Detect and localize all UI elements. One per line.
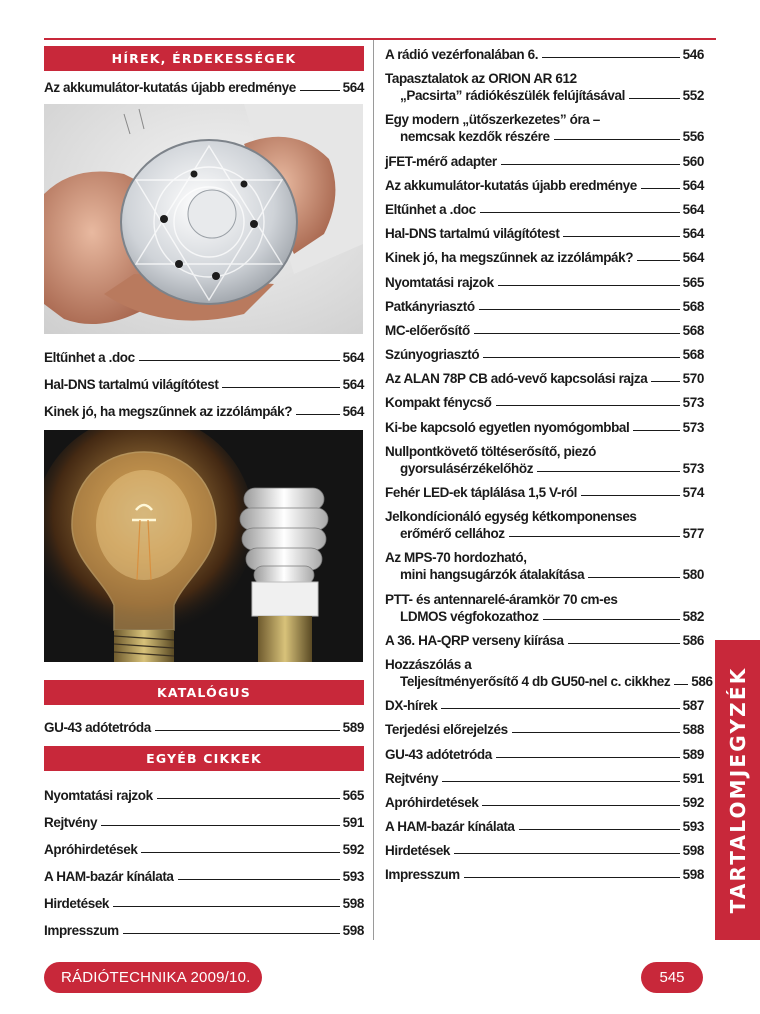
page-number: 568	[682, 322, 704, 338]
toc-entry-title: Hal-DNS tartalmú világítótest	[385, 226, 560, 242]
toc-entry	[385, 721, 704, 738]
toc-entry-title: GU-43 adótetróda	[385, 746, 492, 762]
toc-entry-title: Ki-be kapcsoló egyetlen nyomógombbal	[385, 419, 630, 435]
page-number: 574	[682, 485, 704, 500]
dot-leader	[141, 852, 339, 853]
page-number: 573	[682, 419, 704, 435]
dot-leader	[637, 260, 680, 261]
page-number: 598	[682, 867, 704, 883]
page-number: 592	[682, 794, 704, 810]
dot-leader	[442, 781, 680, 782]
toc-entry-title: Fehér LED-ek táplálása 1,5 V-ról	[385, 485, 578, 500]
page-number: 565	[682, 274, 704, 290]
side-tab-label: TARTALOMJEGYZÉK	[725, 666, 750, 914]
top-rule	[44, 38, 716, 40]
dot-leader	[542, 57, 680, 58]
toc-entry	[385, 866, 704, 883]
toc-entry	[385, 656, 713, 690]
main-contents-list	[385, 46, 713, 883]
toc-entry-title: Hirdetések	[44, 896, 110, 911]
toc-entry-title: Kompakt fénycső	[385, 395, 492, 411]
page-number: 564	[682, 226, 704, 242]
toc-entry	[44, 349, 364, 366]
toc-entry-cont-title: nemcsak kezdők részére	[400, 129, 550, 145]
dot-leader	[498, 285, 680, 286]
page-number: 586	[682, 632, 704, 648]
toc-entry	[385, 549, 704, 583]
egyeb-list	[44, 787, 364, 939]
toc-entry-title: Az ALAN 78P CB adó-vevő kapcsolási rajza	[385, 371, 648, 387]
page-number: 573	[682, 460, 704, 476]
page-number: 560	[682, 153, 704, 169]
dot-leader	[543, 619, 680, 620]
toc-entry	[385, 818, 704, 835]
bulbs-photo	[44, 430, 363, 662]
page-number: 586	[691, 673, 713, 689]
toc-entry-title: Nullpontkövető töltéserősítő, piezó	[385, 443, 597, 459]
dot-leader	[222, 387, 339, 388]
section-heading-hirek: HÍREK, ÉRDEKESSÉGEK	[44, 46, 364, 71]
page-number: 573	[682, 395, 704, 411]
page-number: 593	[682, 819, 704, 835]
toc-entry-title: Hirdetések	[385, 843, 451, 859]
dot-leader	[113, 906, 340, 907]
toc-entry	[385, 46, 704, 63]
toc-entry-title: Kinek jó, ha megszűnnek az izzólámpák?	[385, 250, 634, 266]
dot-leader	[509, 536, 680, 537]
dot-leader	[482, 805, 679, 806]
toc-entry	[385, 419, 704, 436]
toc-entry-cont-title: LDMOS végfokozathoz	[400, 608, 539, 624]
toc-entry	[385, 346, 704, 363]
toc-entry	[385, 177, 704, 194]
page-number: 592	[342, 842, 364, 857]
toc-entry	[44, 895, 364, 912]
toc-entry-title: Kinek jó, ha megszűnnek az izzólámpák?	[44, 404, 293, 419]
page-number: 564	[342, 80, 364, 95]
toc-entry	[385, 842, 704, 859]
page-number: 598	[342, 896, 364, 911]
toc-entry-title: A HAM-bazár kínálata	[44, 869, 174, 884]
toc-entry	[385, 443, 704, 477]
toc-entry	[385, 111, 704, 145]
toc-entry	[385, 508, 704, 542]
dot-leader	[101, 825, 340, 826]
dot-leader	[441, 708, 679, 709]
toc-entry-title: GU-43 adótetróda	[44, 720, 151, 735]
toc-entry-title: Eltűnhet a .doc	[44, 350, 135, 365]
dot-leader	[651, 381, 679, 382]
page-number: 598	[682, 843, 704, 859]
toc-entry-title: Jelkondícionáló egység kétkomponenses	[385, 509, 637, 525]
page-number: 568	[682, 298, 704, 314]
page-number: 591	[682, 770, 704, 786]
toc-entry-title: Terjedési előrejelzés	[385, 722, 508, 738]
page-number: 564	[342, 377, 364, 392]
column-divider	[373, 40, 374, 940]
toc-entry	[385, 697, 704, 714]
toc-entry	[385, 746, 704, 763]
page-number: 593	[342, 869, 364, 884]
toc-entry-title: Eltűnhet a .doc	[385, 201, 476, 217]
page-number: 556	[682, 129, 704, 145]
page-number: 552	[682, 88, 704, 104]
toc-entry	[44, 814, 364, 831]
page-number: 564	[682, 250, 704, 266]
toc-entry	[44, 376, 364, 393]
page-number: 588	[682, 722, 704, 738]
page-number: 589	[682, 746, 704, 762]
dot-leader	[479, 309, 680, 310]
toc-entry	[385, 322, 704, 339]
page-number: 546	[682, 47, 704, 62]
toc-entry-title: Nyomtatási rajzok	[385, 274, 494, 290]
page-number: 564	[342, 350, 364, 365]
dot-leader	[454, 853, 680, 854]
toc-entry	[385, 70, 704, 104]
dot-leader	[629, 98, 680, 99]
dot-leader	[519, 829, 680, 830]
toc-entry	[385, 153, 704, 170]
hirek-list-2	[44, 349, 364, 420]
toc-entry-title: A HAM-bazár kínálata	[385, 819, 515, 835]
toc-entry-title: Az akkumulátor-kutatás újabb eredménye	[385, 177, 637, 193]
toc-entry	[44, 922, 364, 939]
toc-entry-title: A 36. HA-QRP verseny kiírása	[385, 632, 564, 648]
toc-entry	[385, 394, 704, 411]
page-number: 568	[682, 347, 704, 363]
battery-photo	[44, 104, 363, 334]
toc-entry	[385, 770, 704, 787]
dot-leader	[633, 430, 679, 431]
toc-entry-title: Szúnyogriasztó	[385, 347, 480, 363]
toc-entry	[44, 787, 364, 804]
katalogus-list	[44, 719, 364, 736]
toc-entry	[385, 201, 704, 218]
toc-entry-title: Az MPS-70 hordozható,	[385, 550, 527, 566]
page-number: 587	[682, 698, 704, 714]
toc-entry-title: Egy modern „ütőszerkezetes” óra –	[385, 112, 600, 128]
toc-entry	[385, 484, 704, 501]
right-column	[385, 46, 713, 891]
page-number: 591	[342, 815, 364, 830]
dot-leader	[554, 139, 680, 140]
toc-entry	[385, 370, 704, 387]
dot-leader	[588, 577, 679, 578]
toc-entry	[44, 868, 364, 885]
page-number: 564	[682, 177, 704, 193]
toc-entry-title: Hozzászólás a	[385, 656, 472, 672]
dot-leader	[155, 730, 340, 731]
dot-leader	[674, 684, 688, 685]
toc-entry-title: Apróhirdetések	[385, 794, 479, 810]
toc-entry-title: Impresszum	[44, 923, 119, 938]
page-number: 564	[342, 404, 364, 419]
left-column	[44, 46, 364, 949]
toc-entry-title: PTT- és antennarelé-áramkör 70 cm-es	[385, 591, 618, 607]
dot-leader	[512, 732, 680, 733]
dot-leader	[300, 90, 340, 91]
side-tab	[715, 640, 760, 940]
toc-entry-cont-title: gyorsulásérzékelőhöz	[400, 460, 534, 476]
toc-entry	[44, 841, 364, 858]
page-number: 589	[342, 720, 364, 735]
dot-leader	[178, 879, 340, 880]
section-heading-katalogus: KATALÓGUS	[44, 680, 364, 705]
footer-page-number: 545	[641, 962, 703, 993]
dot-leader	[123, 933, 340, 934]
dot-leader	[496, 757, 680, 758]
dot-leader	[501, 164, 680, 165]
toc-entry-title: Az akkumulátor-kutatás újabb eredménye	[44, 80, 296, 95]
page-number: 565	[342, 788, 364, 803]
toc-entry-title: MC-előerősítő	[385, 322, 470, 338]
toc-entry-cont-title: „Pacsirta” rádiókészülék felújításával	[400, 88, 625, 104]
toc-entry-title: A rádió vezérfonalában 6.	[385, 47, 539, 62]
toc-entry-cont-title: erőmérő cellához	[400, 526, 505, 542]
dot-leader	[581, 495, 680, 496]
toc-entry	[385, 274, 704, 291]
page-number: 577	[682, 526, 704, 542]
section-heading-egyeb: EGYÉB CIKKEK	[44, 746, 364, 771]
toc-entry	[385, 794, 704, 811]
dot-leader	[296, 414, 340, 415]
toc-entry-title: Rejtvény	[385, 770, 439, 786]
dot-leader	[496, 405, 680, 406]
toc-entry-title: Tapasztalatok az ORION AR 612	[385, 71, 577, 87]
dot-leader	[563, 236, 679, 237]
toc-entry-title: Impresszum	[385, 867, 460, 883]
dot-leader	[139, 360, 340, 361]
toc-entry-title: jFET-mérő adapter	[385, 153, 497, 169]
toc-entry	[44, 79, 364, 96]
dot-leader	[474, 333, 680, 334]
dot-leader	[641, 188, 680, 189]
toc-entry-title: Nyomtatási rajzok	[44, 788, 153, 803]
toc-entry	[385, 632, 704, 649]
toc-entry-title: Apróhirdetések	[44, 842, 138, 857]
footer-magazine-issue: RÁDIÓTECHNIKA 2009/10.	[44, 962, 262, 993]
toc-entry	[385, 249, 704, 266]
dot-leader	[537, 471, 680, 472]
hirek-list	[44, 79, 364, 96]
dot-leader	[464, 877, 680, 878]
page-number: 580	[682, 567, 704, 583]
toc-entry-cont-title: mini hangsugárzók átalakítása	[400, 567, 585, 583]
toc-entry-title: Rejtvény	[44, 815, 98, 830]
page-number: 570	[682, 371, 704, 387]
page-number: 582	[682, 608, 704, 624]
toc-entry	[385, 298, 704, 315]
toc-entry	[44, 403, 364, 420]
toc-entry	[44, 719, 364, 736]
dot-leader	[483, 357, 680, 358]
toc-entry	[385, 591, 704, 625]
dot-leader	[157, 798, 340, 799]
page-number: 564	[682, 201, 704, 217]
toc-entry-cont-title: Teljesítményerősítő 4 db GU50-nel c. cikkhez	[400, 673, 671, 689]
dot-leader	[480, 212, 680, 213]
toc-entry-title: Hal-DNS tartalmú világítótest	[44, 377, 219, 392]
toc-entry-title: DX-hírek	[385, 698, 438, 714]
page-number: 598	[342, 923, 364, 938]
dot-leader	[568, 643, 680, 644]
toc-entry-title: Patkányriasztó	[385, 298, 475, 314]
toc-entry	[385, 225, 704, 242]
